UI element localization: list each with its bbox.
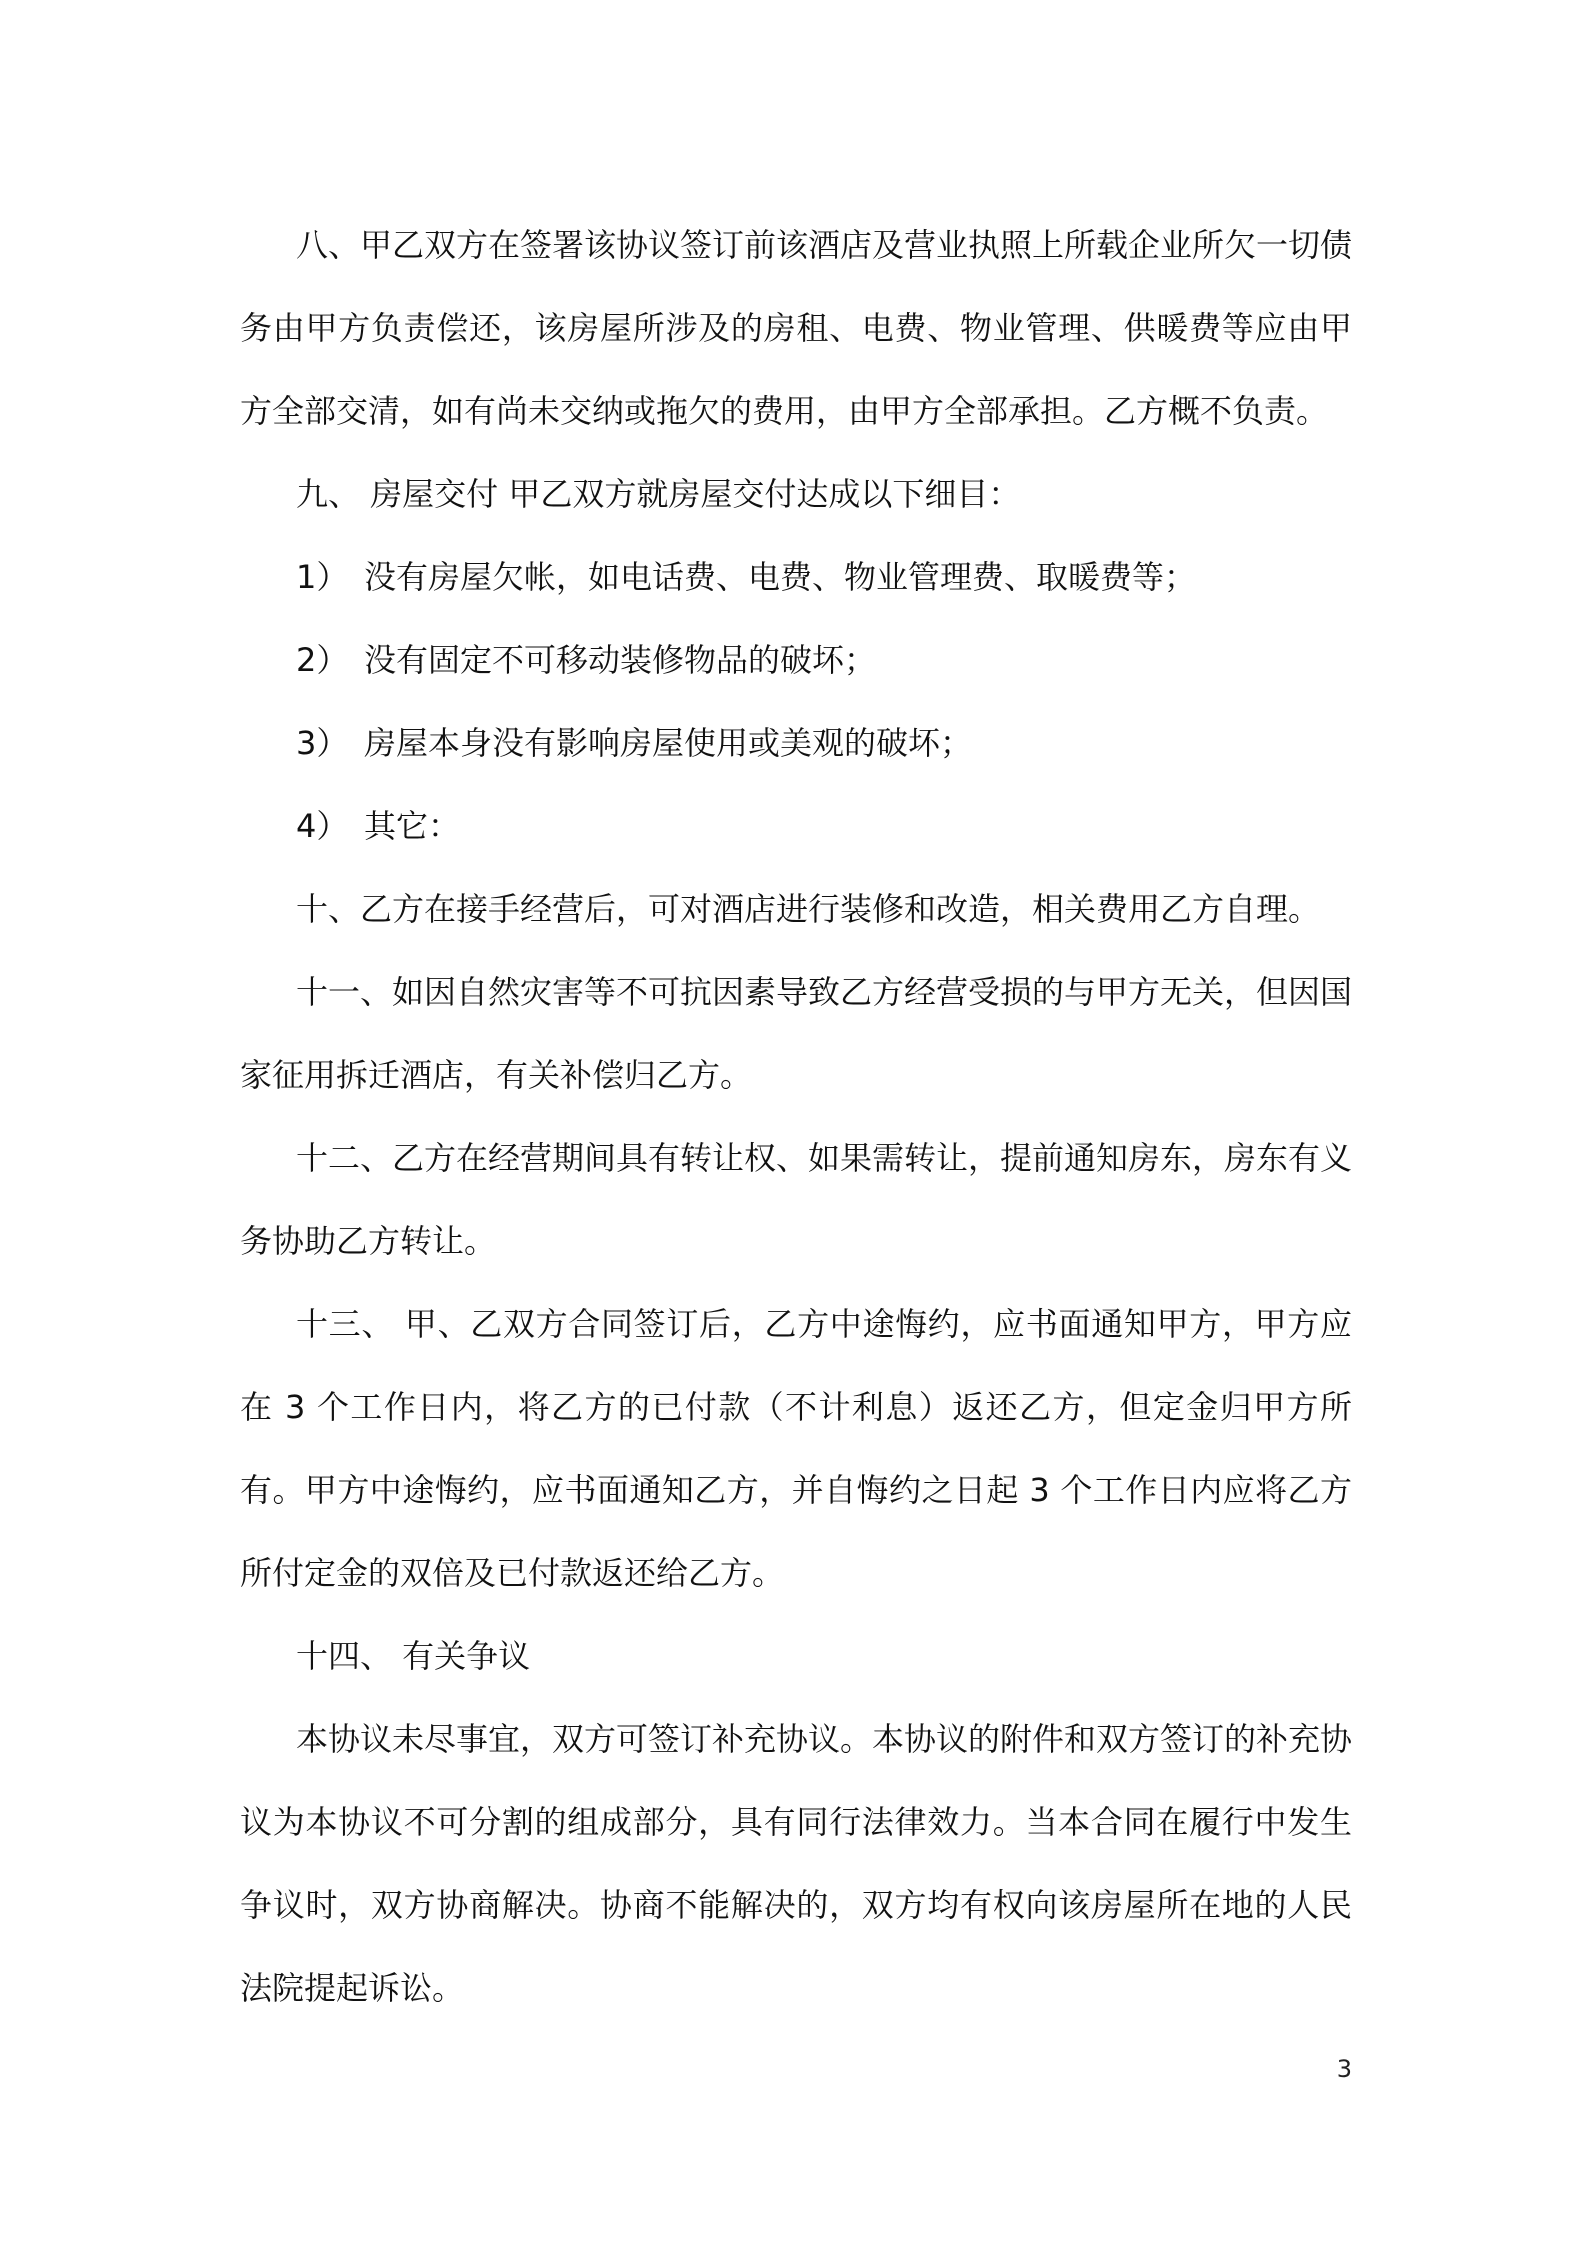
list-item-text: 没有房屋欠帐，如电话费、电费、物业管理费、取暖费等； (364, 558, 1197, 596)
document-body (240, 204, 1352, 2030)
clause-9-heading: 九、 房屋交付 甲乙双方就房屋交付达成以下细目： (296, 475, 1021, 513)
clause-8: 八、甲乙双方在签署该协议签订前该酒店及营业执照上所载企业所欠一切债务由甲方负责偿还，该房屋所涉及的房租、电费、物业管理、供暖费等应由甲方全部交清，如有尚未交纳或拖欠的费用，由甲方全部承担。乙方概不负责。 (240, 226, 1353, 430)
clause-11: 十一、如因自然灾害等不可抗因素导致乙方经营受损的与甲方无关，但因国家征用拆迁酒店，有关补偿归乙方。 (240, 973, 1353, 1094)
list-item-number: 3） (296, 724, 349, 762)
clause-10: 十、乙方在接手经营后，可对酒店进行装修和改造，相关费用乙方自理。 (296, 890, 1321, 928)
list-item-text: 房屋本身没有影响房屋使用或美观的破坏； (364, 724, 973, 762)
list-item (240, 536, 1352, 619)
list-item-text: 没有固定不可移动装修物品的破坏； (364, 641, 877, 679)
clause-13: 十三、 甲、乙双方合同签订后，乙方中途悔约，应书面通知甲方，甲方应在 3 个工作日内，将乙方的已付款（不计利息）返还乙方，但定金归甲方所有。甲方中途悔约，应书面通知乙方，并自悔约之日起 3 个工作日内应将乙方所付定金的双倍及已付款返还给乙方。 (240, 1305, 1352, 1592)
list-item-text: 其它： (364, 807, 461, 845)
list-item-number: 1） (296, 558, 349, 596)
clause-12: 十二、乙方在经营期间具有转让权、如果需转让，提前通知房东，房东有义务协助乙方转让。 (240, 1139, 1353, 1260)
page-number: 3 (1336, 2055, 1352, 2083)
list-item (240, 702, 1352, 785)
list-item-number: 2） (296, 641, 349, 679)
list-item (240, 619, 1352, 702)
clause-14-body: 本协议未尽事宜，双方可签订补充协议。本协议的附件和双方签订的补充协议为本协议不可分割的组成部分，具有同行法律效力。当本合同在履行中发生争议时，双方协商解决。协商不能解决的，双方均有权向该房屋所在地的人民法院提起诉讼。 (240, 1720, 1353, 2007)
list-item (240, 785, 1352, 868)
list-item-number: 4） (296, 807, 349, 845)
clause-14-heading: 十四、 有关争议 (296, 1637, 531, 1675)
